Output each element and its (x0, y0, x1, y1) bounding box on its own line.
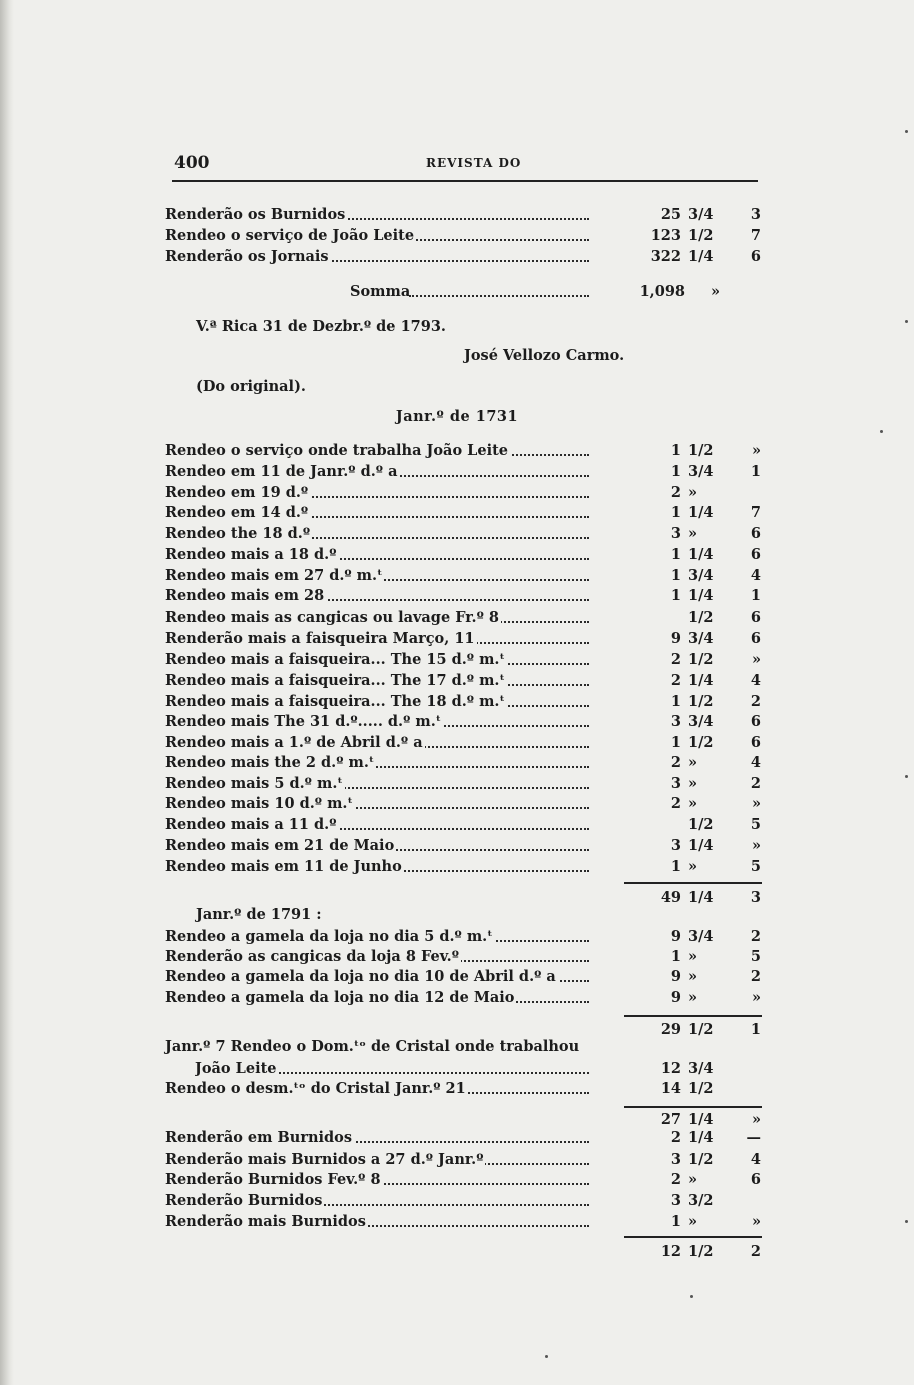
row-label (165, 441, 593, 461)
amount-main: 3 (670, 525, 681, 542)
ledger-row (165, 774, 765, 794)
row-label-text: Renderão Burnidos (165, 1192, 323, 1209)
total-main: 12 (660, 1243, 681, 1260)
amount-minor: » (751, 1213, 761, 1230)
row-label (165, 247, 593, 267)
amount-main: 2 (670, 484, 681, 501)
amount-minor: 2 (750, 928, 761, 945)
amount-main: 3 (670, 837, 681, 854)
row-label (165, 794, 593, 814)
scan-speck (880, 430, 883, 433)
row-label (165, 524, 593, 544)
row-label-text: Rendeo a gamela da loja no dia 10 de Abril d.º a (165, 968, 556, 985)
row-label-text: Rendeo o serviço onde trabalha João Leite (165, 442, 509, 459)
amount-main: 322 (650, 248, 681, 265)
amount-minor: 5 (750, 858, 761, 875)
ledger-row (165, 586, 765, 606)
amount-minor: 4 (750, 672, 761, 689)
ledger-row (165, 226, 765, 246)
amount-fraction: » (688, 1171, 698, 1188)
amount-main: 1 (670, 948, 681, 965)
amount-minor: 6 (750, 734, 761, 751)
row-label-text: Rendeo mais The 31 d.º..... d.º m.ᵗ (165, 713, 442, 730)
amount-main: 2 (670, 754, 681, 771)
total-main: 27 (660, 1111, 681, 1128)
amount-fraction: » (688, 1213, 698, 1230)
amount-main: 1 (670, 463, 681, 480)
ledger-row (165, 1212, 765, 1232)
amount-fraction: » (688, 858, 698, 875)
row-label (165, 671, 593, 691)
row-label-text: Rendeo mais 10 d.º m.ᵗ (165, 795, 353, 812)
amount-main: 2 (670, 672, 681, 689)
row-label (165, 1170, 593, 1190)
amount-main: 2 (670, 1171, 681, 1188)
section-title: Janr.º de 1731 (395, 408, 519, 425)
amount-fraction: 1/2 (688, 693, 714, 710)
row-label-text: Rendeo mais as cangicas ou lavage Fr.º 8 (165, 609, 499, 626)
amount-fraction: 3/4 (688, 206, 714, 223)
row-label (165, 1191, 593, 1211)
total-row (165, 888, 765, 908)
amount-main: 14 (660, 1080, 681, 1097)
header-rule (172, 180, 758, 182)
amount-main: 1 (670, 693, 681, 710)
row-label-text: Renderão mais Burnidos a 27 d.º Janr.º (165, 1151, 484, 1168)
row-label (165, 753, 593, 773)
row-label (165, 608, 593, 628)
amount-fraction: » (688, 775, 698, 792)
row-label-text: João Leite (195, 1060, 277, 1077)
row-label (165, 1079, 593, 1099)
amount-main: 3 (670, 775, 681, 792)
row-label-text: Rendeo em 11 de Janr.º d.º a (165, 463, 398, 480)
amount-minor: 1 (750, 463, 761, 480)
row-label-text: Rendeo em 14 d.º (165, 504, 309, 521)
total-fraction: 1/2 (688, 1021, 714, 1038)
amount-minor: » (751, 795, 761, 812)
total-fraction: 1/2 (688, 1243, 714, 1260)
amount-minor: 6 (750, 546, 761, 563)
amount-fraction: 3/4 (688, 463, 714, 480)
amount-minor: 6 (750, 1171, 761, 1188)
source-note: (Do original). (196, 378, 306, 395)
total-row (165, 1110, 765, 1130)
row-label-text: Renderão os Burnidos (165, 206, 346, 223)
row-label (165, 503, 593, 523)
row-label-text: Renderão Burnidos Fev.º 8 (165, 1171, 381, 1188)
amount-fraction: » (688, 525, 698, 542)
total-fraction: 1/4 (688, 889, 714, 906)
row-label (165, 205, 593, 225)
ledger-row (165, 712, 765, 732)
row-label (165, 566, 593, 586)
ledger-row (165, 629, 765, 649)
total-minor: 3 (750, 889, 761, 906)
row-label (165, 947, 593, 967)
row-label (165, 988, 593, 1008)
total-main: 49 (660, 889, 681, 906)
amount-minor: 6 (750, 525, 761, 542)
row-label-text: Renderão em Burnidos (165, 1129, 353, 1146)
amount-fraction: 3/4 (688, 928, 714, 945)
amount-minor: 6 (750, 630, 761, 647)
row-label-text: Rendeo mais a 18 d.º (165, 546, 337, 563)
ledger-row (165, 1191, 765, 1211)
row-label-text: Renderão mais Burnidos (165, 1213, 366, 1230)
ledger-row (165, 524, 765, 544)
amount-main: 1 (670, 734, 681, 751)
total-rule (624, 1236, 762, 1238)
amount-fraction: 1/2 (688, 227, 714, 244)
amount-fraction: 1/4 (688, 672, 714, 689)
row-label-text: Rendeo mais a 11 d.º (165, 816, 337, 833)
ledger-row (165, 441, 765, 461)
ledger-row (165, 794, 765, 814)
row-label (165, 815, 593, 835)
ledger-row (165, 1150, 765, 1170)
row-label-text: Renderão as cangicas da loja 8 Fev.º (165, 948, 459, 965)
amount-fraction: 1/2 (688, 1080, 714, 1097)
ledger-row (165, 205, 765, 225)
row-label (165, 1212, 593, 1232)
somma-row (165, 282, 765, 302)
amount-fraction: 3/2 (688, 1192, 714, 1209)
ledger-row (165, 1059, 765, 1079)
total-fraction: 1/4 (688, 1111, 714, 1128)
amount-main: 3 (670, 1151, 681, 1168)
ledger-row (165, 1170, 765, 1190)
row-label-text: Rendeo mais em 11 de Junho (165, 858, 402, 875)
ledger-row (165, 733, 765, 753)
somma-label: Somma (350, 283, 411, 300)
ledger-row (165, 566, 765, 586)
row-label (165, 545, 593, 565)
scan-speck (905, 130, 908, 133)
row-label (165, 692, 593, 712)
amount-main: 123 (650, 227, 681, 244)
amount-fraction: » (688, 795, 698, 812)
scan-speck (905, 320, 908, 323)
scan-speck (690, 1295, 693, 1298)
ledger-row (165, 1079, 765, 1099)
ledger-row (165, 836, 765, 856)
row-label (165, 462, 593, 482)
somma-value: 1,098 (639, 283, 685, 300)
amount-main: 2 (670, 651, 681, 668)
amount-fraction: 1/2 (688, 1151, 714, 1168)
row-label-text: Rendeo mais a faisqueira... The 15 d.º m.ᵗ (165, 651, 505, 668)
row-label-text: Rendeo the 18 d.º (165, 525, 311, 542)
total-row (165, 1242, 765, 1262)
total-rule (624, 1106, 762, 1108)
amount-minor: 4 (750, 754, 761, 771)
row-label-text: Rendeo mais em 28 (165, 587, 325, 604)
row-label-text: Renderão os Jornais (165, 248, 329, 265)
row-label-text: Rendeo mais em 27 d.º m.ᵗ (165, 567, 383, 584)
amount-fraction: 1/2 (688, 816, 714, 833)
amount-fraction: 3/4 (688, 713, 714, 730)
ledger-row (165, 247, 765, 267)
ledger-row (165, 967, 765, 987)
scan-speck (545, 1355, 548, 1358)
amount-main: 1 (670, 1213, 681, 1230)
ledger-row (165, 462, 765, 482)
amount-fraction: 1/4 (688, 1129, 714, 1146)
amount-minor: » (751, 651, 761, 668)
row-label-text: Rendeo mais a 1.º de Abril d.º a (165, 734, 423, 751)
amount-main: 2 (670, 795, 681, 812)
amount-minor: 3 (750, 206, 761, 223)
amount-minor: 2 (750, 775, 761, 792)
ledger-row (165, 692, 765, 712)
row-label (165, 927, 593, 947)
amount-main: 1 (670, 858, 681, 875)
amount-fraction: » (688, 754, 698, 771)
amount-minor: 7 (750, 227, 761, 244)
amount-minor: 1 (750, 587, 761, 604)
amount-fraction: 1/2 (688, 651, 714, 668)
ledger-row (165, 545, 765, 565)
row-label-text: Rendeo mais a faisqueira... The 17 d.º m.ᵗ (165, 672, 505, 689)
ledger-row (165, 503, 765, 523)
amount-minor: 4 (750, 1151, 761, 1168)
row-label (165, 733, 593, 753)
amount-fraction: 3/4 (688, 630, 714, 647)
row-label (165, 774, 593, 794)
amount-main: 1 (670, 567, 681, 584)
row-label (165, 629, 593, 649)
row-label (165, 857, 593, 877)
amount-fraction: 1/2 (688, 734, 714, 751)
row-label (165, 712, 593, 732)
section-subheading: Janr.º de 1791 : (196, 906, 322, 923)
amount-fraction: 1/4 (688, 546, 714, 563)
row-label (195, 1059, 593, 1079)
amount-minor: 6 (750, 713, 761, 730)
amount-fraction: 3/4 (688, 1060, 714, 1077)
ledger-row (165, 650, 765, 670)
row-label-text: Rendeo a gamela da loja no dia 5 d.º m.ᵗ (165, 928, 493, 945)
total-minor: » (751, 1111, 761, 1128)
row-label-text: Rendeo o desm.ᵗᵒ do Cristal Janr.º 21 (165, 1080, 466, 1097)
scan-binding-edge (0, 0, 14, 1385)
amount-main: 9 (670, 630, 681, 647)
amount-fraction: 1/4 (688, 504, 714, 521)
amount-minor: 2 (750, 968, 761, 985)
amount-minor: 4 (750, 567, 761, 584)
row-label-text: Renderão mais a faisqueira Março, 11 (165, 630, 475, 647)
row-label-text: Rendeo mais em 21 de Maio (165, 837, 395, 854)
amount-fraction: » (688, 484, 698, 501)
page-header (172, 150, 758, 176)
amount-main: 9 (670, 968, 681, 985)
amount-main: 25 (660, 206, 681, 223)
amount-fraction: 3/4 (688, 567, 714, 584)
amount-main: 1 (670, 442, 681, 459)
amount-minor: » (751, 837, 761, 854)
amount-fraction: » (688, 968, 698, 985)
amount-main: 3 (670, 1192, 681, 1209)
ledger-row (165, 483, 765, 503)
row-label-text: Rendeo em 19 d.º (165, 484, 309, 501)
amount-main: 2 (670, 1129, 681, 1146)
amount-fraction: » (688, 948, 698, 965)
row-label (165, 650, 593, 670)
signature: José Vellozo Carmo. (464, 347, 625, 364)
running-title: REVISTA DO (426, 156, 522, 170)
total-minor: 1 (750, 1021, 761, 1038)
place-date: V.ª Rica 31 de Dezbr.º de 1793. (196, 318, 446, 335)
entry-multiline-start: Janr.º 7 Rendeo o Dom.ᵗᵒ de Cristal onde trabalhou (165, 1038, 580, 1055)
amount-main: 9 (670, 928, 681, 945)
amount-main: 1 (670, 504, 681, 521)
row-label-text: Rendeo a gamela da loja no dia 12 de Maio (165, 989, 515, 1006)
amount-minor: 7 (750, 504, 761, 521)
ledger-row (165, 947, 765, 967)
total-row (165, 1020, 765, 1040)
ledger-row (165, 927, 765, 947)
ledger-row (165, 608, 765, 628)
row-label (165, 586, 593, 606)
ledger-row (165, 1128, 765, 1148)
scan-speck (905, 775, 908, 778)
amount-minor: 2 (750, 693, 761, 710)
row-label-text: Rendeo mais 5 d.º m.ᵗ (165, 775, 343, 792)
amount-minor: 5 (750, 816, 761, 833)
row-label (165, 1150, 593, 1170)
amount-fraction: » (688, 989, 698, 1006)
amount-fraction: 1/2 (688, 442, 714, 459)
amount-fraction: 1/4 (688, 837, 714, 854)
ledger-row (165, 857, 765, 877)
row-label (165, 836, 593, 856)
amount-fraction: 1/4 (688, 587, 714, 604)
scan-speck (905, 1220, 908, 1223)
amount-minor: 6 (750, 248, 761, 265)
amount-fraction: 1/4 (688, 248, 714, 265)
row-label-text: Rendeo mais a faisqueira... The 18 d.º m.ᵗ (165, 693, 505, 710)
row-label-text: Rendeo o serviço de João Leite (165, 227, 415, 244)
amount-main: 9 (670, 989, 681, 1006)
somma-mark: » (711, 283, 721, 300)
amount-main: 1 (670, 587, 681, 604)
row-label (165, 483, 593, 503)
amount-minor: 5 (750, 948, 761, 965)
amount-minor: 6 (750, 609, 761, 626)
amount-main: 12 (660, 1060, 681, 1077)
amount-minor: » (751, 442, 761, 459)
row-label (165, 967, 593, 987)
page-number: 400 (174, 153, 210, 173)
row-label-text: Rendeo mais the 2 d.º m.ᵗ (165, 754, 375, 771)
ledger-row (165, 671, 765, 691)
ledger-row (165, 815, 765, 835)
amount-main: 3 (670, 713, 681, 730)
ledger-row (165, 988, 765, 1008)
amount-minor: — (746, 1129, 761, 1146)
somma-leader-dots (409, 295, 589, 297)
total-rule (624, 1015, 762, 1017)
total-rule (624, 882, 762, 884)
amount-minor: » (751, 989, 761, 1006)
amount-fraction: 1/2 (688, 609, 714, 626)
row-label (165, 1128, 593, 1148)
total-main: 29 (660, 1021, 681, 1038)
amount-main: 1 (670, 546, 681, 563)
ledger-row (165, 753, 765, 773)
total-minor: 2 (750, 1243, 761, 1260)
row-label (165, 226, 593, 246)
